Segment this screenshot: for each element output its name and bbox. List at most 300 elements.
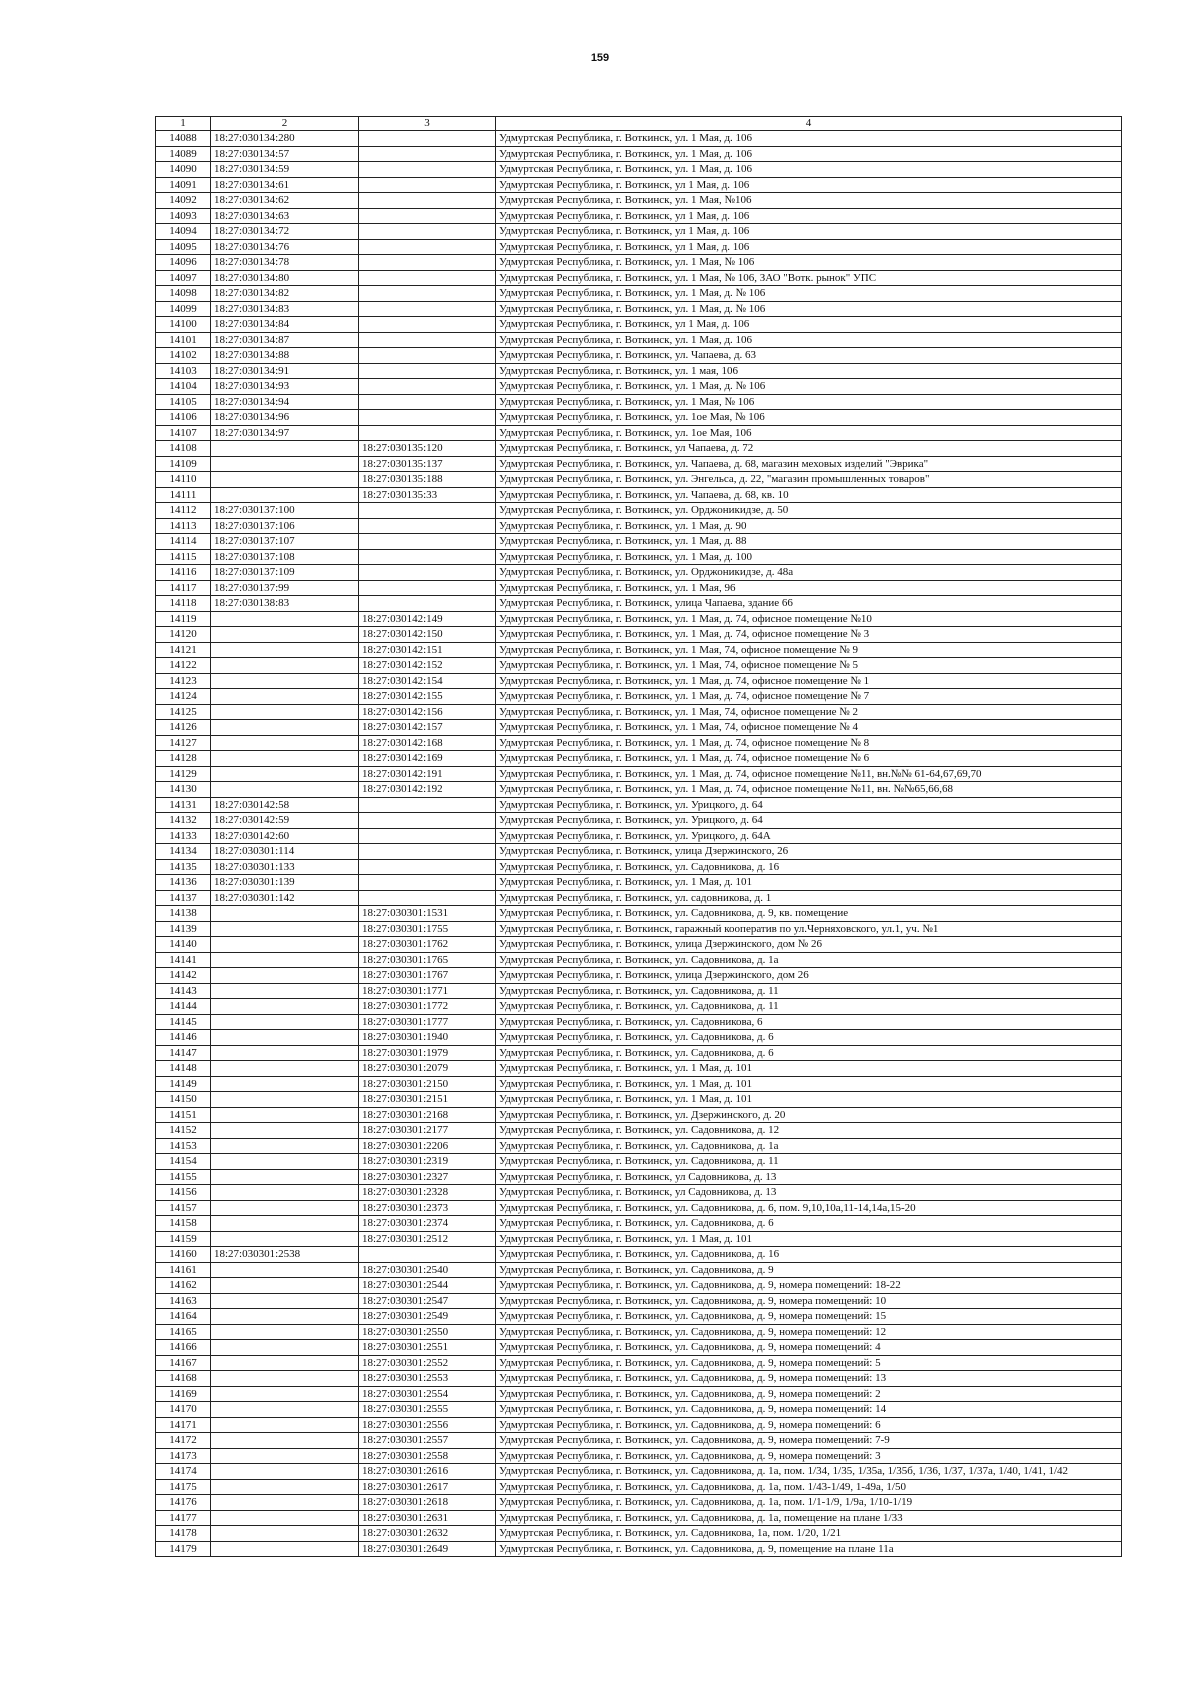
table-row <box>156 472 1122 488</box>
row-number: 14179 <box>156 1541 211 1557</box>
cadastral-number-land <box>211 1510 359 1526</box>
cadastral-number-premises <box>359 518 496 534</box>
cadastral-number-premises: 18:27:030301:2558 <box>359 1448 496 1464</box>
cadastral-number-land <box>211 456 359 472</box>
cadastral-number-land <box>211 611 359 627</box>
row-number: 14132 <box>156 813 211 829</box>
cadastral-number-premises: 18:27:030142:157 <box>359 720 496 736</box>
cadastral-number-premises <box>359 348 496 364</box>
address: Удмуртская Республика, г. Воткинск, ул. Садовникова, д. 16 <box>496 1247 1122 1263</box>
cadastral-number-land <box>211 1355 359 1371</box>
cadastral-number-land: 18:27:030134:96 <box>211 410 359 426</box>
address: Удмуртская Республика, г. Воткинск, ул. 1 Мая, д. 101 <box>496 1092 1122 1108</box>
table-row <box>156 751 1122 767</box>
table-row <box>156 720 1122 736</box>
address: Удмуртская Республика, г. Воткинск, ул 1 Мая, д. 106 <box>496 224 1122 240</box>
table-row <box>156 239 1122 255</box>
address: Удмуртская Республика, г. Воткинск, ул. Садовникова, д. 9, помещение на плане 11а <box>496 1541 1122 1557</box>
row-number: 14152 <box>156 1123 211 1139</box>
cadastral-number-land <box>211 704 359 720</box>
cadastral-number-land <box>211 1030 359 1046</box>
cadastral-number-land <box>211 1479 359 1495</box>
table-row <box>156 673 1122 689</box>
table-row <box>156 131 1122 147</box>
cadastral-number-land <box>211 968 359 984</box>
table-row <box>156 1045 1122 1061</box>
cadastral-number-premises <box>359 503 496 519</box>
table-row <box>156 379 1122 395</box>
table-row <box>156 503 1122 519</box>
table-row <box>156 952 1122 968</box>
table-row <box>156 704 1122 720</box>
address: Удмуртская Республика, г. Воткинск, ул. Садовникова, д. 9, номера помещений: 7-9 <box>496 1433 1122 1449</box>
cadastral-number-premises: 18:27:030301:1777 <box>359 1014 496 1030</box>
table-row <box>156 162 1122 178</box>
register-table <box>155 116 1122 1557</box>
cadastral-number-land <box>211 1371 359 1387</box>
row-number: 14138 <box>156 906 211 922</box>
cadastral-number-premises: 18:27:030301:2631 <box>359 1510 496 1526</box>
table-row <box>156 1107 1122 1123</box>
row-number: 14096 <box>156 255 211 271</box>
row-number: 14100 <box>156 317 211 333</box>
row-number: 14171 <box>156 1417 211 1433</box>
table-row <box>156 456 1122 472</box>
table-row <box>156 1030 1122 1046</box>
row-number: 14175 <box>156 1479 211 1495</box>
cadastral-number-premises: 18:27:030301:2555 <box>359 1402 496 1418</box>
address: Удмуртская Республика, г. Воткинск, ул. 1 Мая, д. 90 <box>496 518 1122 534</box>
cadastral-number-land <box>211 1123 359 1139</box>
cadastral-number-land <box>211 1541 359 1557</box>
cadastral-number-premises: 18:27:030301:1762 <box>359 937 496 953</box>
address: Удмуртская Республика, г. Воткинск, ул. Садовникова, д. 12 <box>496 1123 1122 1139</box>
table-row <box>156 627 1122 643</box>
row-number: 14176 <box>156 1495 211 1511</box>
cadastral-number-premises <box>359 224 496 240</box>
cadastral-number-land <box>211 642 359 658</box>
table-row <box>156 270 1122 286</box>
row-number: 14119 <box>156 611 211 627</box>
table-row <box>156 1185 1122 1201</box>
cadastral-number-land: 18:27:030134:62 <box>211 193 359 209</box>
cadastral-number-premises <box>359 875 496 891</box>
address: Удмуртская Республика, г. Воткинск, ул. 1 Мая, д. 101 <box>496 875 1122 891</box>
row-number: 14108 <box>156 441 211 457</box>
cadastral-number-land: 18:27:030134:93 <box>211 379 359 395</box>
address: Удмуртская Республика, г. Воткинск, ул. Садовникова, д. 6 <box>496 1030 1122 1046</box>
address: Удмуртская Республика, г. Воткинск, гаражный кооператив по ул.Черняховского, ул.1, уч. №1 <box>496 921 1122 937</box>
table-row <box>156 828 1122 844</box>
address: Удмуртская Республика, г. Воткинск, ул. Урицкого, д. 64 <box>496 813 1122 829</box>
address: Удмуртская Республика, г. Воткинск, ул. 1 мая, 106 <box>496 363 1122 379</box>
address: Удмуртская Республика, г. Воткинск, ул. 1ое Мая, № 106 <box>496 410 1122 426</box>
cadastral-number-premises <box>359 363 496 379</box>
row-number: 14113 <box>156 518 211 534</box>
table-row <box>156 1138 1122 1154</box>
address: Удмуртская Республика, г. Воткинск, ул. 1 Мая, д. 101 <box>496 1061 1122 1077</box>
cadastral-number-premises: 18:27:030142:149 <box>359 611 496 627</box>
row-number: 14168 <box>156 1371 211 1387</box>
cadastral-number-premises: 18:27:030142:169 <box>359 751 496 767</box>
row-number: 14120 <box>156 627 211 643</box>
cadastral-number-premises: 18:27:030301:2327 <box>359 1169 496 1185</box>
cadastral-number-land: 18:27:030134:57 <box>211 146 359 162</box>
cadastral-number-land <box>211 1464 359 1480</box>
address: Удмуртская Республика, г. Воткинск, ул. Энгельса, д. 22, "магазин промышленных товаров" <box>496 472 1122 488</box>
address: Удмуртская Республика, г. Воткинск, ул. Урицкого, д. 64 <box>496 797 1122 813</box>
cadastral-number-premises <box>359 549 496 565</box>
cadastral-number-premises <box>359 797 496 813</box>
row-number: 14143 <box>156 983 211 999</box>
address: Удмуртская Республика, г. Воткинск, ул. Садовникова, 1а, пом. 1/20, 1/21 <box>496 1526 1122 1542</box>
table-row <box>156 1386 1122 1402</box>
row-number: 14151 <box>156 1107 211 1123</box>
table-row <box>156 1495 1122 1511</box>
table-row <box>156 1278 1122 1294</box>
address: Удмуртская Республика, г. Воткинск, ул. Садовникова, д. 9, номера помещений: 14 <box>496 1402 1122 1418</box>
address: Удмуртская Республика, г. Воткинск, ул. Садовникова, д. 16 <box>496 859 1122 875</box>
table-row <box>156 1464 1122 1480</box>
cadastral-number-premises: 18:27:030301:2512 <box>359 1231 496 1247</box>
cadastral-number-land <box>211 1169 359 1185</box>
table-row <box>156 1479 1122 1495</box>
address: Удмуртская Республика, г. Воткинск, ул. Садовникова, д. 9, номера помещений: 18-22 <box>496 1278 1122 1294</box>
row-number: 14090 <box>156 162 211 178</box>
cadastral-number-premises <box>359 208 496 224</box>
cadastral-number-land: 18:27:030134:80 <box>211 270 359 286</box>
row-number: 14159 <box>156 1231 211 1247</box>
table-row <box>156 1200 1122 1216</box>
cadastral-number-premises: 18:27:030301:2151 <box>359 1092 496 1108</box>
cadastral-number-premises: 18:27:030135:120 <box>359 441 496 457</box>
address: Удмуртская Республика, г. Воткинск, ул. 1 Мая, д. 74, офисное помещение №11, вн. №№65,66,68 <box>496 782 1122 798</box>
cadastral-number-land <box>211 1107 359 1123</box>
cadastral-number-land: 18:27:030134:61 <box>211 177 359 193</box>
cadastral-number-land: 18:27:030137:99 <box>211 580 359 596</box>
cadastral-number-land <box>211 1402 359 1418</box>
address: Удмуртская Республика, г. Воткинск, ул. Садовникова, д. 9, номера помещений: 2 <box>496 1386 1122 1402</box>
cadastral-number-land: 18:27:030301:133 <box>211 859 359 875</box>
address: Удмуртская Республика, г. Воткинск, ул 1 Мая, д. 106 <box>496 239 1122 255</box>
cadastral-number-land <box>211 1045 359 1061</box>
row-number: 14166 <box>156 1340 211 1356</box>
cadastral-number-land: 18:27:030134:97 <box>211 425 359 441</box>
row-number: 14164 <box>156 1309 211 1325</box>
cadastral-number-land: 18:27:030134:76 <box>211 239 359 255</box>
row-number: 14102 <box>156 348 211 364</box>
cadastral-number-land: 18:27:030134:82 <box>211 286 359 302</box>
cadastral-number-land: 18:27:030134:84 <box>211 317 359 333</box>
row-number: 14104 <box>156 379 211 395</box>
row-number: 14134 <box>156 844 211 860</box>
cadastral-number-premises: 18:27:030142:156 <box>359 704 496 720</box>
address: Удмуртская Республика, г. Воткинск, ул. 1 Мая, д. 74, офисное помещение №10 <box>496 611 1122 627</box>
cadastral-number-land <box>211 1309 359 1325</box>
row-number: 14109 <box>156 456 211 472</box>
address: Удмуртская Республика, г. Воткинск, ул. 1 Мая, 74, офисное помещение № 2 <box>496 704 1122 720</box>
row-number: 14169 <box>156 1386 211 1402</box>
address: Удмуртская Республика, г. Воткинск, ул 1 Мая, д. 106 <box>496 208 1122 224</box>
cadastral-number-premises <box>359 131 496 147</box>
address: Удмуртская Республика, г. Воткинск, ул. 1 Мая, 74, офисное помещение № 9 <box>496 642 1122 658</box>
address: Удмуртская Республика, г. Воткинск, ул. 1 Мая, д. № 106 <box>496 301 1122 317</box>
table-row <box>156 1061 1122 1077</box>
address: Удмуртская Республика, г. Воткинск, ул. Садовникова, д. 9, номера помещений: 13 <box>496 1371 1122 1387</box>
cadastral-number-land: 18:27:030134:88 <box>211 348 359 364</box>
row-number: 14147 <box>156 1045 211 1061</box>
row-number: 14125 <box>156 704 211 720</box>
row-number: 14130 <box>156 782 211 798</box>
cadastral-number-premises: 18:27:030301:2618 <box>359 1495 496 1511</box>
table-row <box>156 921 1122 937</box>
cadastral-number-land: 18:27:030134:72 <box>211 224 359 240</box>
row-number: 14161 <box>156 1262 211 1278</box>
address: Удмуртская Республика, г. Воткинск, ул. садовникова, д. 1 <box>496 890 1122 906</box>
cadastral-number-premises: 18:27:030301:2649 <box>359 1541 496 1557</box>
row-number: 14089 <box>156 146 211 162</box>
table-row <box>156 1433 1122 1449</box>
row-number: 14142 <box>156 968 211 984</box>
table-row <box>156 611 1122 627</box>
cadastral-number-land: 18:27:030137:108 <box>211 549 359 565</box>
cadastral-number-land <box>211 1200 359 1216</box>
cadastral-number-premises: 18:27:030301:2550 <box>359 1324 496 1340</box>
table-row <box>156 348 1122 364</box>
cadastral-number-premises: 18:27:030301:1531 <box>359 906 496 922</box>
row-number: 14144 <box>156 999 211 1015</box>
table-row <box>156 549 1122 565</box>
cadastral-number-premises: 18:27:030301:2328 <box>359 1185 496 1201</box>
address: Удмуртская Республика, г. Воткинск, ул Садовникова, д. 13 <box>496 1169 1122 1185</box>
cadastral-number-land <box>211 1076 359 1092</box>
cadastral-number-premises <box>359 859 496 875</box>
address: Удмуртская Республика, г. Воткинск, ул. Садовникова, д. 1а <box>496 1138 1122 1154</box>
table-row <box>156 1526 1122 1542</box>
table-body <box>156 131 1122 1557</box>
cadastral-number-land: 18:27:030134:63 <box>211 208 359 224</box>
cadastral-number-premises: 18:27:030135:33 <box>359 487 496 503</box>
cadastral-number-premises: 18:27:030301:2177 <box>359 1123 496 1139</box>
cadastral-number-land <box>211 441 359 457</box>
table-row <box>156 813 1122 829</box>
cadastral-number-premises: 18:27:030142:155 <box>359 689 496 705</box>
cadastral-number-premises: 18:27:030301:2553 <box>359 1371 496 1387</box>
table-row <box>156 766 1122 782</box>
row-number: 14093 <box>156 208 211 224</box>
cadastral-number-land: 18:27:030301:2538 <box>211 1247 359 1263</box>
cadastral-number-premises: 18:27:030301:2557 <box>359 1433 496 1449</box>
cadastral-number-land <box>211 627 359 643</box>
row-number: 14123 <box>156 673 211 689</box>
row-number: 14124 <box>156 689 211 705</box>
cadastral-number-premises: 18:27:030142:151 <box>359 642 496 658</box>
table-row <box>156 1123 1122 1139</box>
table-row <box>156 689 1122 705</box>
cadastral-number-premises: 18:27:030301:2319 <box>359 1154 496 1170</box>
row-number: 14148 <box>156 1061 211 1077</box>
row-number: 14131 <box>156 797 211 813</box>
cadastral-number-land <box>211 1340 359 1356</box>
table-row <box>156 1293 1122 1309</box>
row-number: 14095 <box>156 239 211 255</box>
row-number: 14157 <box>156 1200 211 1216</box>
table-row <box>156 1092 1122 1108</box>
cadastral-number-premises: 18:27:030301:2549 <box>359 1309 496 1325</box>
cadastral-number-premises <box>359 565 496 581</box>
cadastral-number-premises: 18:27:030142:150 <box>359 627 496 643</box>
address: Удмуртская Республика, г. Воткинск, ул. Садовникова, 6 <box>496 1014 1122 1030</box>
table-row <box>156 1309 1122 1325</box>
cadastral-number-premises <box>359 890 496 906</box>
cadastral-number-land: 18:27:030134:83 <box>211 301 359 317</box>
address: Удмуртская Республика, г. Воткинск, ул. Орджоникидзе, д. 48а <box>496 565 1122 581</box>
row-number: 14098 <box>156 286 211 302</box>
cadastral-number-land <box>211 999 359 1015</box>
table-row <box>156 1216 1122 1232</box>
address: Удмуртская Республика, г. Воткинск, ул. Садовникова, д. 11 <box>496 1154 1122 1170</box>
row-number: 14136 <box>156 875 211 891</box>
address: Удмуртская Республика, г. Воткинск, ул. Дзержинского, д. 20 <box>496 1107 1122 1123</box>
cadastral-number-premises: 18:27:030301:2554 <box>359 1386 496 1402</box>
table-row <box>156 410 1122 426</box>
row-number: 14167 <box>156 1355 211 1371</box>
row-number: 14106 <box>156 410 211 426</box>
address: Удмуртская Республика, г. Воткинск, ул. Садовникова, д. 1а, пом. 1/43-1/49, 1-49а, 1/50 <box>496 1479 1122 1495</box>
table-row <box>156 193 1122 209</box>
address: Удмуртская Республика, г. Воткинск, ул. 1 Мая, д. № 106 <box>496 286 1122 302</box>
address: Удмуртская Республика, г. Воткинск, ул. 1 Мая, д. 74, офисное помещение № 6 <box>496 751 1122 767</box>
row-number: 14097 <box>156 270 211 286</box>
table-row <box>156 1231 1122 1247</box>
cadastral-number-premises: 18:27:030142:152 <box>359 658 496 674</box>
table-row <box>156 565 1122 581</box>
cadastral-number-land <box>211 673 359 689</box>
cadastral-number-land <box>211 1185 359 1201</box>
row-number: 14101 <box>156 332 211 348</box>
cadastral-number-premises <box>359 580 496 596</box>
cadastral-number-land <box>211 1061 359 1077</box>
address: Удмуртская Республика, г. Воткинск, ул. 1 Мая, д. № 106 <box>496 379 1122 395</box>
row-number: 14110 <box>156 472 211 488</box>
row-number: 14128 <box>156 751 211 767</box>
address: Удмуртская Республика, г. Воткинск, ул. Садовникова, д. 9, номера помещений: 4 <box>496 1340 1122 1356</box>
address: Удмуртская Республика, г. Воткинск, ул. Садовникова, д. 11 <box>496 983 1122 999</box>
address: Удмуртская Республика, г. Воткинск, ул. 1 Мая, д. 74, офисное помещение № 7 <box>496 689 1122 705</box>
cadastral-number-land: 18:27:030142:60 <box>211 828 359 844</box>
table-row <box>156 177 1122 193</box>
table-row <box>156 441 1122 457</box>
column-header-3: 3 <box>359 117 496 131</box>
table-row <box>156 983 1122 999</box>
cadastral-number-premises <box>359 844 496 860</box>
row-number: 14178 <box>156 1526 211 1542</box>
table-row <box>156 890 1122 906</box>
row-number: 14172 <box>156 1433 211 1449</box>
cadastral-number-land <box>211 1448 359 1464</box>
cadastral-number-premises: 18:27:030301:2556 <box>359 1417 496 1433</box>
address: Удмуртская Республика, г. Воткинск, ул. 1 Мая, д. 106 <box>496 146 1122 162</box>
cadastral-number-land <box>211 1386 359 1402</box>
cadastral-number-premises: 18:27:030301:2150 <box>359 1076 496 1092</box>
address: Удмуртская Республика, г. Воткинск, ул. 1 Мая, 96 <box>496 580 1122 596</box>
cadastral-number-land <box>211 735 359 751</box>
table-row <box>156 968 1122 984</box>
row-number: 14103 <box>156 363 211 379</box>
row-number: 14177 <box>156 1510 211 1526</box>
cadastral-number-premises <box>359 410 496 426</box>
row-number: 14117 <box>156 580 211 596</box>
cadastral-number-land: 18:27:030134:94 <box>211 394 359 410</box>
row-number: 14149 <box>156 1076 211 1092</box>
cadastral-number-land: 18:27:030137:109 <box>211 565 359 581</box>
address: Удмуртская Республика, г. Воткинск, ул. 1 Мая, 74, офисное помещение № 5 <box>496 658 1122 674</box>
table-row <box>156 1076 1122 1092</box>
table-row <box>156 1402 1122 1418</box>
address: Удмуртская Республика, г. Воткинск, ул. 1 Мая, № 106 <box>496 255 1122 271</box>
address: Удмуртская Республика, г. Воткинск, ул. Садовникова, д. 9, номера помещений: 10 <box>496 1293 1122 1309</box>
row-number: 14088 <box>156 131 211 147</box>
cadastral-number-premises <box>359 177 496 193</box>
table-row <box>156 797 1122 813</box>
row-number: 14160 <box>156 1247 211 1263</box>
address: Удмуртская Республика, г. Воткинск, ул. Садовникова, д. 9, номера помещений: 3 <box>496 1448 1122 1464</box>
cadastral-number-premises: 18:27:030301:2632 <box>359 1526 496 1542</box>
column-header-1: 1 <box>156 117 211 131</box>
cadastral-number-premises: 18:27:030301:2552 <box>359 1355 496 1371</box>
row-number: 14146 <box>156 1030 211 1046</box>
cadastral-number-land <box>211 1324 359 1340</box>
cadastral-number-land: 18:27:030142:58 <box>211 797 359 813</box>
cadastral-number-premises <box>359 332 496 348</box>
cadastral-number-land: 18:27:030134:280 <box>211 131 359 147</box>
address: Удмуртская Республика, г. Воткинск, ул. 1 Мая, д. 100 <box>496 549 1122 565</box>
address: Удмуртская Республика, г. Воткинск, ул. Садовникова, д. 1а, пом. 1/1-1/9, 1/9а, 1/10-1/19 <box>496 1495 1122 1511</box>
column-header-4: 4 <box>496 117 1122 131</box>
address: Удмуртская Республика, г. Воткинск, ул. 1 Мая, № 106 <box>496 394 1122 410</box>
table-row <box>156 518 1122 534</box>
address: Удмуртская Республика, г. Воткинск, ул. 1 Мая, № 106, ЗАО "Вотк. рынок" УПС <box>496 270 1122 286</box>
table-row <box>156 937 1122 953</box>
address: Удмуртская Республика, г. Воткинск, ул. 1 Мая, д. 101 <box>496 1076 1122 1092</box>
cadastral-number-premises <box>359 239 496 255</box>
cadastral-number-land <box>211 720 359 736</box>
table-row <box>156 1417 1122 1433</box>
cadastral-number-premises: 18:27:030301:1755 <box>359 921 496 937</box>
cadastral-number-land <box>211 1417 359 1433</box>
row-number: 14139 <box>156 921 211 937</box>
cadastral-number-land <box>211 937 359 953</box>
row-number: 14105 <box>156 394 211 410</box>
row-number: 14173 <box>156 1448 211 1464</box>
table-row <box>156 286 1122 302</box>
address: Удмуртская Республика, г. Воткинск, улица Чапаева, здание 66 <box>496 596 1122 612</box>
cadastral-number-land <box>211 1216 359 1232</box>
cadastral-number-premises: 18:27:030135:137 <box>359 456 496 472</box>
address: Удмуртская Республика, г. Воткинск, ул. 1 Мая, д. 74, офисное помещение № 1 <box>496 673 1122 689</box>
table-row <box>156 224 1122 240</box>
cadastral-number-land <box>211 751 359 767</box>
cadastral-number-land <box>211 1092 359 1108</box>
address: Удмуртская Республика, г. Воткинск, ул. Садовникова, д. 1а, пом. 1/34, 1/35, 1/35а, 1/35б, 1/36, 1/37, 1/37а, 1/40, 1/41, 1/42 <box>496 1464 1122 1480</box>
address: Удмуртская Республика, г. Воткинск, ул. Урицкого, д. 64А <box>496 828 1122 844</box>
address: Удмуртская Республика, г. Воткинск, ул. 1ое Мая, 106 <box>496 425 1122 441</box>
address: Удмуртская Республика, г. Воткинск, ул. Садовникова, д. 9, кв. помещение <box>496 906 1122 922</box>
table-row <box>156 596 1122 612</box>
table-row <box>156 332 1122 348</box>
cadastral-number-premises: 18:27:030135:188 <box>359 472 496 488</box>
table-row <box>156 1154 1122 1170</box>
